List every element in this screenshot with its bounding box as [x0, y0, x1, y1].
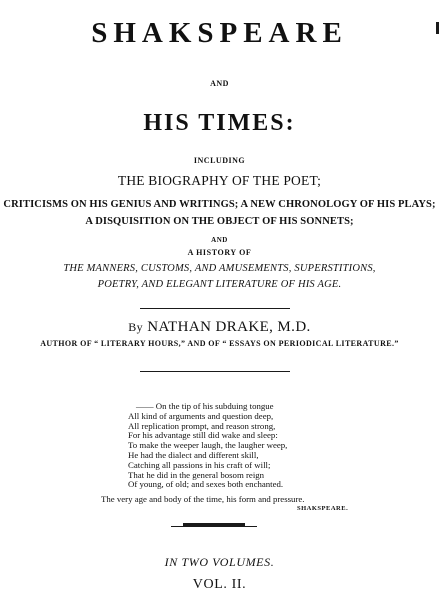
- poem-line: Catching all passions in his craft of will;: [128, 459, 271, 470]
- divider-rule: [140, 371, 290, 372]
- epigraph-quote: The very age and body of the time, his form and pressure.: [101, 494, 305, 504]
- contents-line-poetry: POETRY, AND ELEGANT LITERATURE OF HIS AGE.: [97, 279, 342, 290]
- epigraph-poem: [128, 402, 287, 490]
- title-conjunction: AND: [210, 79, 229, 88]
- contents-conjunction: AND: [211, 236, 228, 244]
- volume-number: VOL. II.: [192, 577, 247, 592]
- epigraph-attribution: SHAKSPEARE.: [297, 505, 349, 512]
- book-subtitle: HIS TIMES:: [143, 110, 296, 136]
- divider-rule: [140, 308, 290, 309]
- poem-line: For his advantage still did wake and sleep:: [128, 430, 278, 441]
- author-credits: AUTHOR OF “ LITERARY HOURS,” AND OF “ ESSAYS ON PERIODICAL LITERATURE.”: [40, 339, 399, 348]
- by-word: By: [128, 320, 144, 334]
- author-name: NATHAN DRAKE, M.D.: [147, 319, 311, 335]
- poem-line: All kind of arguments and question deep,: [128, 410, 274, 421]
- contents-line-biography: THE BIOGRAPHY OF THE POET;: [117, 173, 322, 188]
- ornamental-rule-thin: [171, 526, 257, 527]
- contents-line-sonnets: A DISQUISITION ON THE OBJECT OF HIS SONNETS;: [85, 216, 354, 227]
- author-byline: [0, 320, 439, 335]
- poem-line: —— On the tip of his subduing tongue: [136, 401, 274, 411]
- poem-line: Of young, of old; and sexes both enchanted.: [128, 479, 284, 490]
- history-label: A HISTORY OF: [187, 248, 252, 257]
- poem-line: He had the dialect and different skill,: [128, 449, 259, 460]
- contents-line-manners: THE MANNERS, CUSTOMS, AND AMUSEMENTS, SUPERSTITIONS,: [63, 263, 376, 274]
- including-label: INCLUDING: [193, 156, 246, 165]
- volume-count: IN TWO VOLUMES.: [164, 555, 275, 569]
- contents-line-criticisms: CRITICISMS ON HIS GENIUS AND WRITINGS; A NEW CHRONOLOGY OF HIS PLAYS;: [3, 199, 436, 210]
- poem-line: All replication prompt, and reason strong,: [128, 420, 276, 431]
- poem-line: That he did in the general bosom reign: [128, 469, 265, 480]
- book-title: SHAKSPEARE: [91, 17, 348, 49]
- poem-line: To make the weeper laugh, the laugher weep,: [128, 440, 288, 451]
